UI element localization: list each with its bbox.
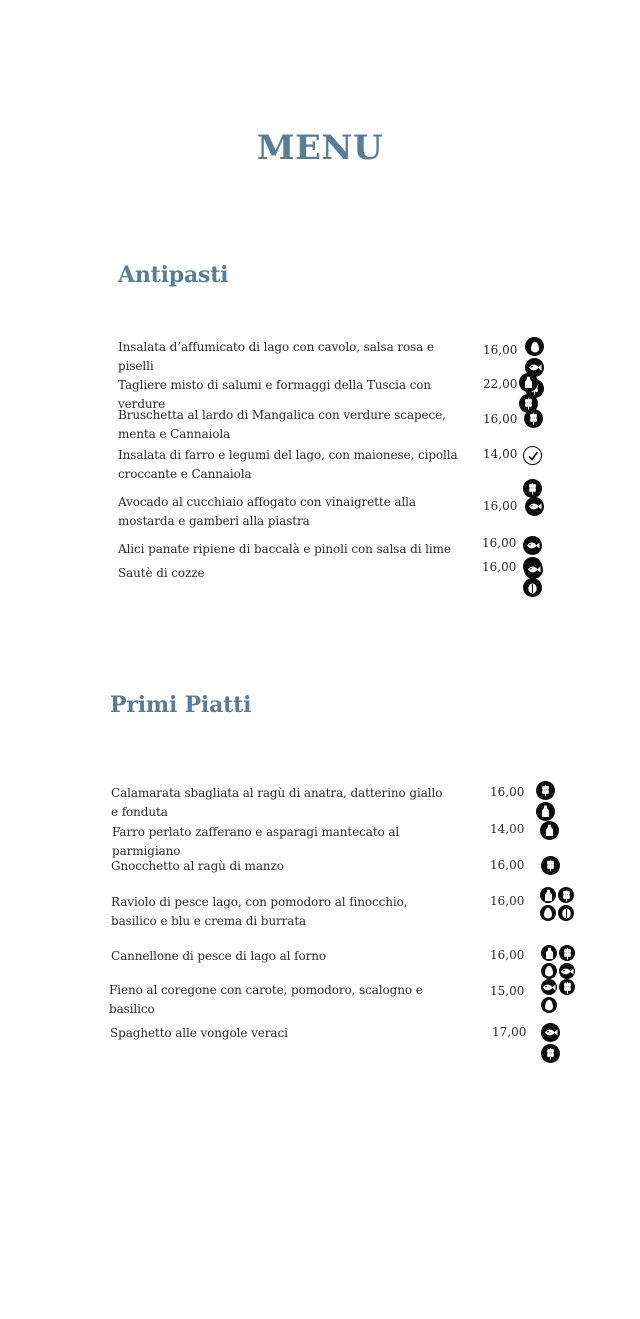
- menu-item-name: Cannellone di pesce di lago al forno: [111, 949, 326, 963]
- fish-icon: [541, 1023, 560, 1042]
- fish-icon: [525, 497, 544, 516]
- menu-item-price: 16,00: [482, 536, 517, 550]
- allergen-icons: [540, 887, 578, 921]
- menu-item-name: Spaghetto alle vongole veraci: [110, 1026, 288, 1040]
- menu-item-name: Tagliere misto di salumi e formaggi della Tuscia con verdure: [118, 378, 432, 411]
- milk-icon: [540, 887, 556, 903]
- menu-item-name: Calamarata sbagliata al ragù di anatra, datterino giallo e fonduta: [111, 786, 443, 819]
- allergen-icons: [525, 497, 544, 516]
- menu-item-price: 16,00: [490, 948, 525, 962]
- fish-icon: [524, 560, 543, 579]
- menu-item-price: 16,00: [483, 412, 518, 426]
- allergen-icons: [541, 979, 579, 1013]
- egg-icon: [540, 905, 556, 921]
- menu-item-price: 22,00: [483, 377, 518, 391]
- wheat-icon: [541, 856, 560, 875]
- wheat-icon: [559, 979, 575, 995]
- egg-icon: [525, 337, 544, 356]
- menu-item-name: Insalata di farro e legumi del lago, con maionese, cipolla croccante e Cannaiola: [118, 448, 458, 481]
- allergen-icons: [524, 409, 543, 428]
- section-title-primi: Primi Piatti: [110, 692, 252, 718]
- menu-item-name: Sautè di cozze: [118, 566, 205, 580]
- section-title-antipasti: Antipasti: [118, 262, 229, 288]
- menu-item-price: 16,00: [483, 499, 518, 513]
- menu-item-name: Avocado al cucchiaio affogato con vinaigrette alla mostarda e gamberi alla piastra: [118, 495, 416, 528]
- egg-icon: [541, 997, 557, 1013]
- menu-item-price: 17,00: [492, 1025, 527, 1039]
- milk-icon: [519, 373, 538, 392]
- fish-icon: [541, 979, 557, 995]
- allergen-icons: [541, 1023, 560, 1063]
- wheat-icon: [524, 409, 543, 428]
- menu-title: MENU: [256, 128, 384, 168]
- menu-item-name: Fieno al coregone con carote, pomodoro, scalogno e basilico: [109, 983, 423, 1016]
- menu-item-name: Insalata d’affumicato di lago con cavolo, salsa rosa e piselli: [118, 340, 434, 373]
- wheat-icon: [523, 479, 542, 498]
- wheat-icon: [559, 945, 575, 961]
- nut-icon: [523, 578, 542, 597]
- allergen-icons: [519, 373, 538, 413]
- milk-icon: [536, 802, 555, 821]
- egg-icon: [541, 963, 557, 979]
- menu-item-name: Farro perlato zafferano e asparagi mantecato al parmigiano: [112, 825, 400, 858]
- menu-item-name: Alici panate ripiene di baccalà e pinoli con salsa di lime: [118, 542, 451, 556]
- menu-item-price: 16,00: [482, 560, 517, 574]
- menu-item-price: 14,00: [490, 822, 525, 836]
- milk-icon: [541, 945, 557, 961]
- allergen-icons: [523, 446, 542, 498]
- menu-item-price: 15,00: [490, 984, 525, 998]
- menu-item-price: 16,00: [490, 894, 525, 908]
- menu-item-price: 16,00: [490, 858, 525, 872]
- allergen-icons: [541, 945, 579, 979]
- fish-icon: [559, 963, 575, 979]
- allergen-icons: [524, 560, 543, 579]
- menu-item-name: Raviolo di pesce lago, con pomodoro al finocchio, basilico e blu e crema di burrata: [111, 895, 408, 928]
- milk-icon: [540, 821, 559, 840]
- allergen-icons: [536, 781, 555, 821]
- menu-item-price: 14,00: [483, 447, 518, 461]
- fish-icon: [523, 536, 542, 555]
- menu-item-price: 16,00: [483, 343, 518, 357]
- menu-item-name: Bruschetta al lardo di Mangalica con verdure scapece, menta e Cannaiola: [118, 408, 446, 441]
- menu-item-price: 16,00: [490, 785, 525, 799]
- wheat-icon: [558, 887, 574, 903]
- vegetarian-icon: [523, 446, 542, 465]
- allergen-icons: [540, 821, 559, 840]
- menu-item-name: Gnocchetto al ragù di manzo: [111, 859, 284, 873]
- wheat-icon: [536, 781, 555, 800]
- wheat-icon: [541, 1044, 560, 1063]
- allergen-icons: [541, 856, 560, 875]
- nut-icon: [558, 905, 574, 921]
